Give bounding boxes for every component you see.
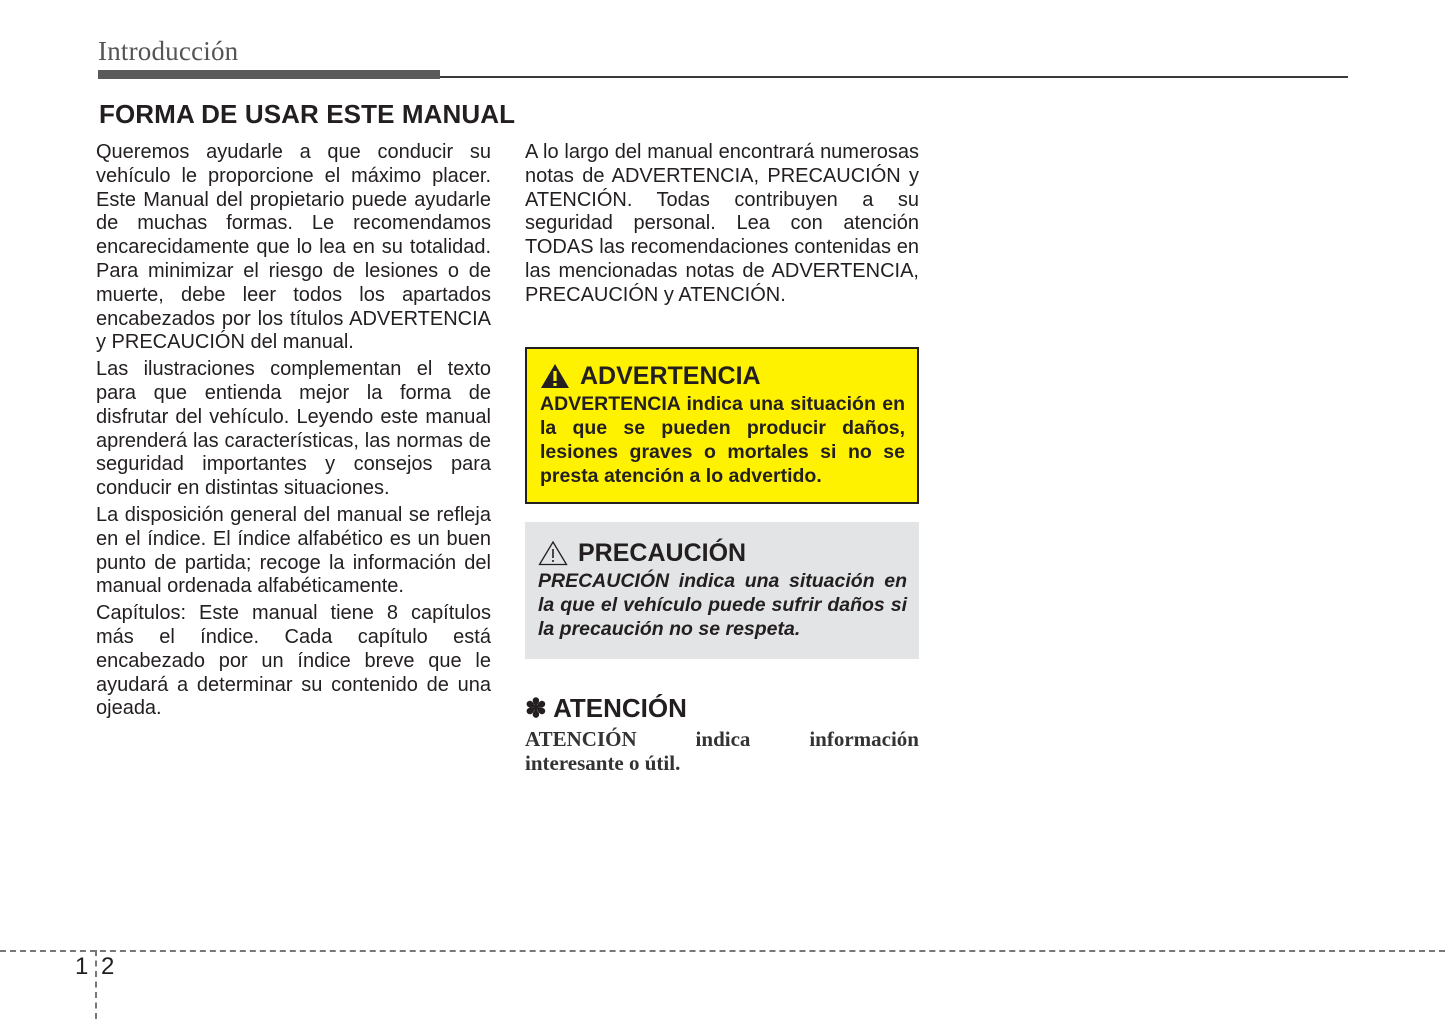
notice-body-line: interesante o útil. xyxy=(525,751,681,775)
paragraph: Capítulos: Este manual tiene 8 capítulos más el índice. Cada capítulo está encabezado por un índice breve que le ayudará a determinar su contenido de una ojeada. xyxy=(96,602,491,720)
left-column xyxy=(96,141,491,724)
asterisk-icon: ✽ xyxy=(525,693,547,723)
caution-body: PRECAUCIÓN indica una situación en la que el vehículo puede sufrir daños si la precaución no se respeta. xyxy=(538,570,907,640)
paragraph: Las ilustraciones complementan el texto para que entienda mejor la forma de disfrutar del vehículo. Leyendo este manual aprenderá las características, las normas de seguridad importantes y consejos para conducir en distintas situaciones. xyxy=(96,358,491,500)
warning-triangle-icon xyxy=(540,363,570,389)
right-column xyxy=(525,141,919,311)
page-number: 2 xyxy=(101,953,115,980)
notice-heading: ATENCIÓN xyxy=(553,693,687,723)
notice-body-line: ATENCIÓN indica información xyxy=(525,727,919,751)
caution-heading-row xyxy=(538,538,907,568)
section-header: Introducción xyxy=(98,36,239,66)
caution-heading: PRECAUCIÓN xyxy=(578,539,747,567)
notice-body xyxy=(525,727,919,775)
paragraph: La disposición general del manual se refleja en el índice. El índice alfabético es un buen punto de partida; recoge la información del manual ordenada alfabéticamente. xyxy=(96,503,491,598)
caution-box xyxy=(525,522,919,659)
footer-divider xyxy=(0,950,1445,952)
footer-vertical-divider xyxy=(95,950,97,1019)
header-rule-accent xyxy=(98,70,440,79)
paragraph: A lo largo del manual encontrará numerosas notas de ADVERTENCIA, PRECAUCIÓN y ATENCIÓN. Todas contribuyen a su seguridad personal. Lea con atención TODAS las recomendaciones contenidas en las mencionadas notas de ADVERTENCIA, PRECAUCIÓN y ATENCIÓN. xyxy=(525,141,919,306)
chapter-number: 1 xyxy=(75,953,89,980)
paragraph: Queremos ayudarle a que conducir su vehículo le proporcione el máximo placer. Este Manual del propietario puede ayudarle de muchas formas. Le recomendamos encarecidamente que lo lea en su totalidad. Para minimizar el riesgo de lesiones o de muerte, debe leer todos los apartados encabezados por los títulos ADVERTENCIA y PRECAUCIÓN del manual. xyxy=(96,141,491,354)
warning-heading: ADVERTENCIA xyxy=(580,362,761,390)
page-title: FORMA DE USAR ESTE MANUAL xyxy=(99,99,516,129)
warning-body: ADVERTENCIA indica una situación en la que se pueden producir daños, lesiones graves o mortales si no se presta atención a lo advertido. xyxy=(540,393,905,487)
warning-box xyxy=(525,347,919,504)
warning-heading-row xyxy=(540,361,905,391)
caution-triangle-icon xyxy=(538,540,568,566)
notice-heading-row xyxy=(525,692,687,724)
